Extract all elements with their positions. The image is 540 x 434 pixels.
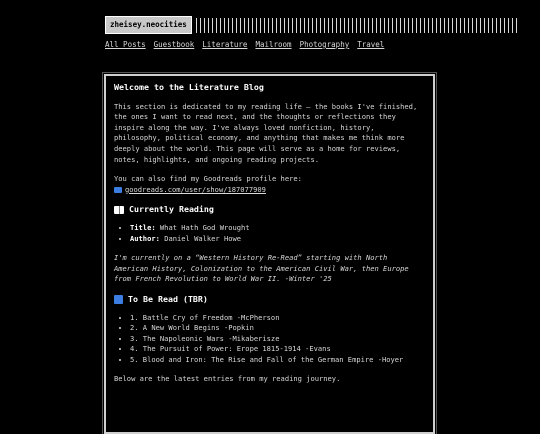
title-value: What Hath God Wrought (159, 222, 250, 232)
list-item (130, 223, 425, 234)
open-book-icon (114, 206, 124, 214)
reading-note-text: I'm currently on a “Western History Re-Read” starting with North American History, Colonization to the American Civil War, then Europe from French Revolution to World War II. -Winter '25 (114, 253, 409, 284)
tbr-label: To Be Read (TBR) (128, 293, 208, 304)
goodreads-link[interactable]: goodreads.com/user/show/187077909 (125, 184, 266, 194)
site-header (105, 16, 520, 34)
literature-panel (104, 74, 435, 434)
currently-reading-list (114, 223, 425, 244)
nav-all-posts[interactable]: All Posts (105, 40, 146, 49)
nav-travel[interactable]: Travel (357, 40, 385, 49)
footer-text: Below are the latest entries from my reading journey. (114, 374, 341, 384)
header-barcode-decoration (196, 18, 520, 33)
nav-mailroom[interactable]: Mailroom (255, 40, 292, 49)
main-nav (105, 40, 384, 49)
reading-note (114, 253, 425, 285)
currently-reading-label: Currently Reading (129, 204, 214, 215)
page-title: Welcome to the Literature Blog (114, 82, 264, 92)
list-item: • 1. Battle Cry of Freedom -McPherson (130, 313, 425, 324)
list-item (130, 234, 425, 245)
books-icon (114, 187, 122, 193)
nav-literature[interactable]: Literature (202, 40, 248, 49)
nav-guestbook[interactable]: Guestbook (153, 40, 195, 49)
author-value: Daniel Walker Howe (164, 233, 242, 243)
intro-paragraph: This section is dedicated to my reading life — the books I've finished, the ones I want to read next, and the thoughts or reflections they inspire along the way. I've always loved nonfiction, history, philosophy, political economy, and anything that makes me think more deeply about the world. This page will serve as a home for reviews, notes, highlights, and ongoing reading projects. (114, 101, 418, 164)
list-item: • 3. The Napoleonic Wars -Mikaberisze (130, 334, 425, 345)
tbr-heading (114, 294, 425, 305)
site-title[interactable]: zheisey.neocities (105, 16, 192, 34)
list-item: • 5. Blood and Iron: The Rise and Fall of the German Empire -Hoyer (130, 355, 425, 366)
title-label: Title: (130, 222, 156, 232)
tbr-list (114, 313, 425, 366)
blue-book-icon (114, 295, 123, 304)
goodreads-text: You can also find my Goodreads profile here: (114, 174, 302, 184)
list-item: • 4. The Pursuit of Power: Erope 1815-1914 -Evans (130, 344, 425, 355)
list-item: • 2. A New World Begins -Popkin (130, 323, 425, 334)
goodreads-paragraph (114, 174, 425, 195)
currently-reading-heading (114, 204, 425, 215)
nav-photography[interactable]: Photography (299, 40, 350, 49)
author-label: Author: (130, 233, 160, 243)
